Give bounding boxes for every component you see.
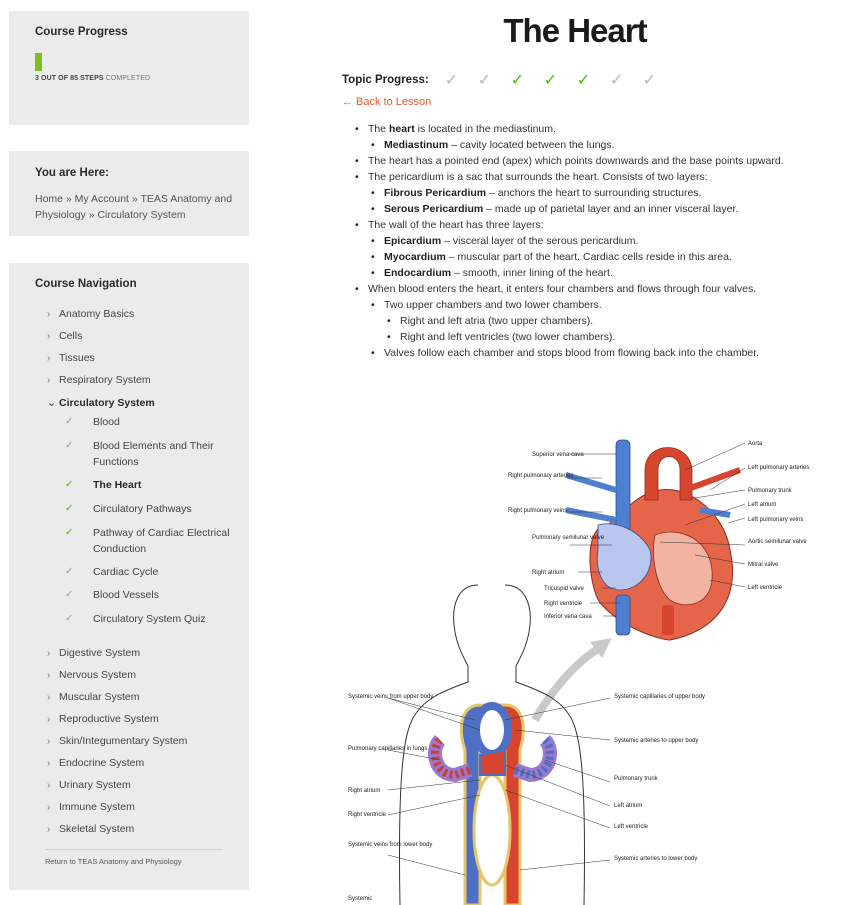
list-item: • Right and left atria (two upper chambers). (384, 313, 802, 329)
label-systemic-veins-upper: Systemic veins from upper body (348, 694, 434, 700)
list-item: • Serous Pericardium – made up of parietal layer and an inner visceral layer. (368, 201, 802, 217)
label-right-atrium: Right atrium (532, 570, 565, 576)
label-pulmonary-semilunar-valve: Pulmonary semilunar valve (532, 535, 605, 541)
list-item: • When blood enters the heart, it enters four chambers and flows through four valves. • Two upper chambers and two lower chambers. • Right and left atria (two upper chambers). • Right and left ventricles (two lower chambers). • Valves follow each chamber and stops blood from flowing back into the chamber. (352, 281, 802, 361)
label-systemic-arteries-upper: Systemic arteries to upper body (614, 738, 699, 744)
label-pulmonary-capillaries: Pulmonary capillaries in lungs (348, 746, 428, 752)
lesson-item-circulatory-pathways[interactable]: ✓ Circulatory Pathways (65, 503, 192, 515)
chevron-right-icon: › (47, 352, 51, 364)
course-progress-panel (9, 11, 249, 125)
chevron-right-icon: › (47, 779, 51, 791)
lesson-content (352, 121, 802, 361)
nav-item-respiratory-system[interactable]: › Respiratory System (47, 374, 151, 386)
list-item: • Endocardium – smooth, inner lining of the heart. (368, 265, 802, 281)
label-systemic: Systemic (348, 896, 373, 902)
list-item: • The heart is located in the mediastinum. • Mediastinum – cavity located between the lungs. (352, 121, 802, 153)
nav-item-muscular-system[interactable]: › Muscular System (47, 691, 140, 703)
breadcrumb[interactable]: Home » My Account » TEAS Anatomy and Physiology » Circulatory System (35, 193, 233, 221)
label-aortic-semilunar-valve: Aortic semilunar valve (748, 539, 807, 545)
chevron-right-icon: › (47, 801, 51, 813)
check-icon: ✓ (65, 566, 74, 577)
zoom-arrow (535, 645, 605, 720)
label-right-pulmonary-veins: Right pulmonary veins (508, 508, 568, 514)
lesson-item-blood[interactable]: ✓ Blood (65, 416, 120, 428)
list-item: • Epicardium – visceral layer of the serous pericardium. (368, 233, 802, 249)
check-icon: ✓ (65, 527, 74, 538)
step-check-icon: ✓ (642, 72, 657, 89)
label-aorta: Aorta (748, 441, 763, 447)
chevron-right-icon: › (47, 735, 51, 747)
lesson-item-quiz[interactable]: ✓ Circulatory System Quiz (65, 613, 206, 625)
course-progress-caption (35, 75, 150, 82)
list-item: • The wall of the heart has three layers: • Epicardium – visceral layer of the serous pericardium. • Myocardium – muscular part of the heart. Cardiac cells reside in this area. • Endocardium – smooth, inner lining of the heart. (352, 217, 802, 281)
lesson-item-cardiac-conduction[interactable]: ✓ Pathway of Cardiac Electrical Conduction (65, 527, 230, 555)
check-icon: ✓ (65, 440, 74, 451)
lesson-item-blood-vessels[interactable]: ✓ Blood Vessels (65, 589, 159, 601)
list-item: • Valves follow each chamber and stops blood from flowing back into the chamber. (368, 345, 802, 361)
nav-item-digestive-system[interactable]: › Digestive System (47, 647, 141, 659)
check-icon: ✓ (65, 589, 74, 600)
course-progress-fill (35, 53, 42, 71)
return-to-course-link[interactable]: Return to TEAS Anatomy and Physiology (45, 857, 182, 866)
nav-item-immune-system[interactable]: › Immune System (47, 801, 135, 813)
chevron-right-icon: › (47, 308, 51, 320)
list-item: • Myocardium – muscular part of the heart. Cardiac cells reside in this area. (368, 249, 802, 265)
step-check-icon: ✓ (510, 72, 525, 89)
chevron-right-icon: › (47, 823, 51, 835)
check-icon: ✓ (65, 613, 74, 624)
chevron-right-icon: › (47, 647, 51, 659)
label-pulmonary-trunk-body: Pulmonary trunk (614, 776, 658, 782)
label-pulmonary-trunk: Pulmonary trunk (748, 488, 792, 494)
chevron-right-icon: › (47, 691, 51, 703)
list-item: • The heart has a pointed end (apex) which points downwards and the base points upward. (352, 153, 802, 169)
label-tricuspid-valve: Tricuspid valve (544, 586, 584, 592)
label-right-ventricle-body: Right ventricle (348, 812, 387, 818)
label-right-ventricle: Right ventricle (544, 601, 583, 607)
back-to-lesson-link[interactable]: ← Back to Lesson (342, 96, 432, 108)
label-left-atrium: Left atrium (748, 502, 777, 508)
list-item: • Fibrous Pericardium – anchors the heart to surrounding structures. (368, 185, 802, 201)
label-inferior-vena-cava: Inferior vena cava (544, 614, 592, 620)
heart-diagram (340, 430, 820, 905)
nav-item-reproductive-system[interactable]: › Reproductive System (47, 713, 159, 725)
divider (45, 849, 223, 850)
label-left-pulmonary-arteries: Left pulmonary arteries (748, 465, 810, 471)
chevron-right-icon: › (47, 757, 51, 769)
nav-item-skin-system[interactable]: › Skin/Integumentary System (47, 735, 188, 747)
step-check-icon: ✓ (576, 72, 591, 89)
nav-item-circulatory-system[interactable]: ⌄ Circulatory System (47, 396, 155, 409)
label-systemic-veins-lower: Systemic veins from lower body (348, 842, 433, 848)
label-right-atrium-body: Right atrium (348, 788, 381, 794)
check-icon: ✓ (65, 416, 74, 427)
progress-steps-label: COMPLETED (105, 75, 151, 82)
nav-item-nervous-system[interactable]: › Nervous System (47, 669, 137, 681)
check-icon: ✓ (65, 503, 74, 514)
course-navigation-panel (9, 263, 249, 890)
step-check-icon: ✓ (609, 72, 624, 89)
nav-item-cells[interactable]: › Cells (47, 330, 83, 342)
chevron-right-icon: › (47, 330, 51, 342)
label-left-atrium-body: Left atrium (614, 803, 643, 809)
step-check-icon: ✓ (477, 72, 492, 89)
label-systemic-capillaries-upper: Systemic capillaries of upper body (614, 694, 706, 700)
nav-item-urinary-system[interactable]: › Urinary System (47, 779, 131, 791)
step-check-icon: ✓ (444, 72, 459, 89)
list-item: • Right and left ventricles (two lower chambers). (384, 329, 802, 345)
lesson-item-blood-elements[interactable]: ✓ Blood Elements and Their Functions (65, 440, 214, 468)
chevron-down-icon: ⌄ (47, 397, 57, 409)
label-left-pulmonary-veins: Left pulmonary veins (748, 517, 804, 523)
lesson-item-cardiac-cycle[interactable]: ✓ Cardiac Cycle (65, 566, 159, 578)
chevron-right-icon: › (47, 669, 51, 681)
label-systemic-arteries-lower: Systemic arteries to lower body (614, 856, 698, 862)
nav-item-endocrine-system[interactable]: › Endocrine System (47, 757, 145, 769)
course-progress-title: Course Progress (35, 26, 128, 38)
list-item: • Mediastinum – cavity located between the lungs. (368, 137, 802, 153)
list-item: • Two upper chambers and two lower chambers. • Right and left atria (two upper chambers). • Right and left ventricles (two lower chambers). (368, 297, 802, 345)
nav-item-anatomy-basics[interactable]: › Anatomy Basics (47, 308, 135, 320)
progress-steps-count: 3 OUT OF 85 STEPS (35, 75, 104, 82)
topic-progress (342, 70, 676, 90)
circulation-loop (435, 705, 550, 905)
label-superior-vena-cava: Superior vena cava (532, 452, 584, 458)
check-icon: ✓ (65, 479, 74, 490)
course-progress-bar (35, 53, 225, 71)
course-navigation-title: Course Navigation (35, 278, 137, 290)
page-title: The Heart (503, 12, 647, 49)
label-right-pulmonary-arteries: Right pulmonary arteries (508, 473, 574, 479)
breadcrumb-panel (9, 151, 249, 236)
step-check-icon: ✓ (543, 72, 558, 89)
lesson-item-the-heart[interactable]: ✓ The Heart (65, 479, 142, 491)
nav-item-tissues[interactable]: › Tissues (47, 352, 95, 364)
label-left-ventricle: Left ventricle (748, 585, 783, 591)
chevron-right-icon: › (47, 713, 51, 725)
heart-diagram-svg (340, 430, 820, 905)
chevron-right-icon: › (47, 374, 51, 386)
breadcrumb-title: You are Here: (35, 167, 109, 179)
topic-progress-label: Topic Progress: (342, 74, 429, 86)
label-mitral-valve: Mitral valve (748, 562, 779, 568)
list-item: • The pericardium is a sac that surrounds the heart. Consists of two layers: • Fibrous Pericardium – anchors the heart to surrounding structures. • Serous Pericardium – made up of parietal layer and an inner visceral layer. (352, 169, 802, 217)
label-left-ventricle-body: Left ventricle (614, 824, 649, 830)
nav-item-skeletal-system[interactable]: › Skeletal System (47, 823, 135, 835)
